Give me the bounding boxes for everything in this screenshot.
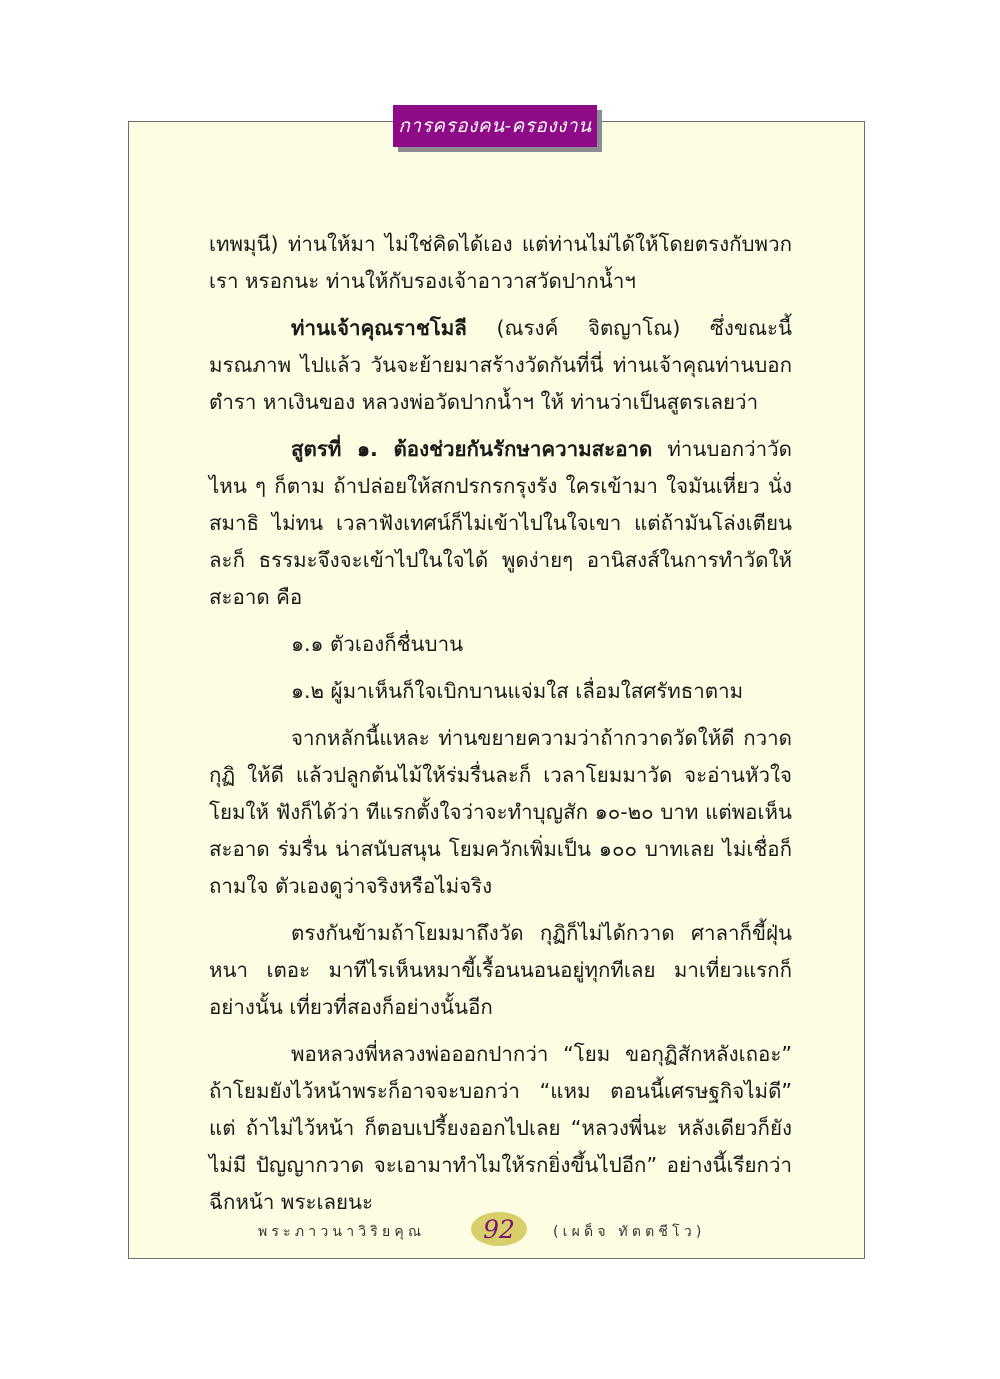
header-tab	[393, 105, 597, 147]
paragraph-3-text: ท่านบอกว่าวัดไหน ๆ ก็ตาม ถ้าปล่อยให้สกปรกรกรุงรัง ใครเข้ามา ใจมันเหี่ยว นั่งสมาธิ ไม่ทน เวลาฟังเทศน์ก็ไม่เข้าไปในใจเขา แต่ถ้ามันโล่งเตียนละก็ ธรรมะจึงจะเข้าไปในใจได้ พูดง่ายๆ อานิสงส์ในการทำวัดให้สะอาด คือ	[209, 437, 792, 609]
list-item-1: ๑.๑ ตัวเองก็ชื่นบาน	[291, 632, 464, 656]
paragraph-3	[209, 431, 792, 616]
body-text	[209, 226, 792, 1221]
paragraph-2-text: (ณรงค์ จิตญาโณ) ซึ่งขณะนี้มรณภาพ ไปแล้ว วันจะย้ายมาสร้างวัดกันที่นี่ ท่านเจ้าคุณท่านบอกตำรา หาเงินของ หลวงพ่อวัดปากน้ำฯ ให้ ท่านว่าเป็นสูตรเลยว่า	[209, 316, 792, 414]
chapter-title: การครองคน-ครองงาน	[398, 115, 592, 137]
page-footer	[128, 1212, 865, 1252]
page-number-badge	[471, 1212, 527, 1246]
paragraph-2	[209, 310, 792, 421]
paragraph-2-lead: ท่านเจ้าคุณราชโมลี	[291, 316, 467, 340]
paragraph-5: ตรงกันข้ามถ้าโยมมาถึงวัด กุฏิก็ไม่ได้กวาด ศาลาก็ขี้ฝุ่นหนา เตอะ มาทีไรเห็นหมาขี้เรื้อนนอนอยู่ทุกทีเลย มาเที่ยวแรกก็อย่างนั้น เที่ยวที่สองก็อย่างนั้นอีก	[209, 921, 792, 1019]
footer-author: (เผด็จ ทัตตชีโว)	[553, 1224, 706, 1240]
paragraph-1: เทพมุนี) ท่านให้มา ไม่ใช่คิดได้เอง แต่ท่านไม่ได้ให้โดยตรงกับพวกเรา หรอกนะ ท่านให้กับรองเจ้าอาวาสวัดปากน้ำฯ	[209, 232, 792, 293]
footer-book-title: พระภาวนาวิริยคุณ	[258, 1224, 426, 1240]
page-number: 92	[483, 1214, 515, 1244]
list-item-2: ๑.๒ ผู้มาเห็นก็ใจเบิกบานแจ่มใส เลื่อมใสศรัทธาตาม	[291, 679, 744, 703]
paragraph-3-lead: สูตรที่ ๑. ต้องช่วยกันรักษาความสะอาด	[291, 437, 653, 461]
paragraph-6: พอหลวงพี่หลวงพ่อออกปากว่า “โยม ขอกุฏิสักหลังเถอะ” ถ้าโยมยังไว้หน้าพระก็อาจจะบอกว่า “แหม ตอนนี้เศรษฐกิจไม่ดี” แต่ ถ้าไม่ไว้หน้า ก็ตอบเปรี้ยงออกไปเลย “หลวงพี่นะ หลังเดียวก็ยังไม่มี ปัญญากวาด จะเอามาทำไมให้รกยิ่งขึ้นไปอีก” อย่างนี้เรียกว่า ฉีกหน้า พระเลยนะ	[209, 1042, 792, 1214]
paragraph-4: จากหลักนี้แหละ ท่านขยายความว่าถ้ากวาดวัดให้ดี กวาดกุฏิ ให้ดี แล้วปลูกต้นไม้ให้ร่มรื่นละก็ เวลาโยมมาวัด จะอ่านหัวใจโยมให้ ฟังก็ได้ว่า ทีแรกตั้งใจว่าจะทำบุญสัก ๑๐-๒๐ บาท แต่พอเห็นสะอาด ร่มรื่น น่าสนับสนุน โยมควักเพิ่มเป็น ๑๐๐ บาทเลย ไม่เชื่อก็ถามใจ ตัวเองดูว่าจริงหรือไม่จริง	[209, 726, 792, 898]
